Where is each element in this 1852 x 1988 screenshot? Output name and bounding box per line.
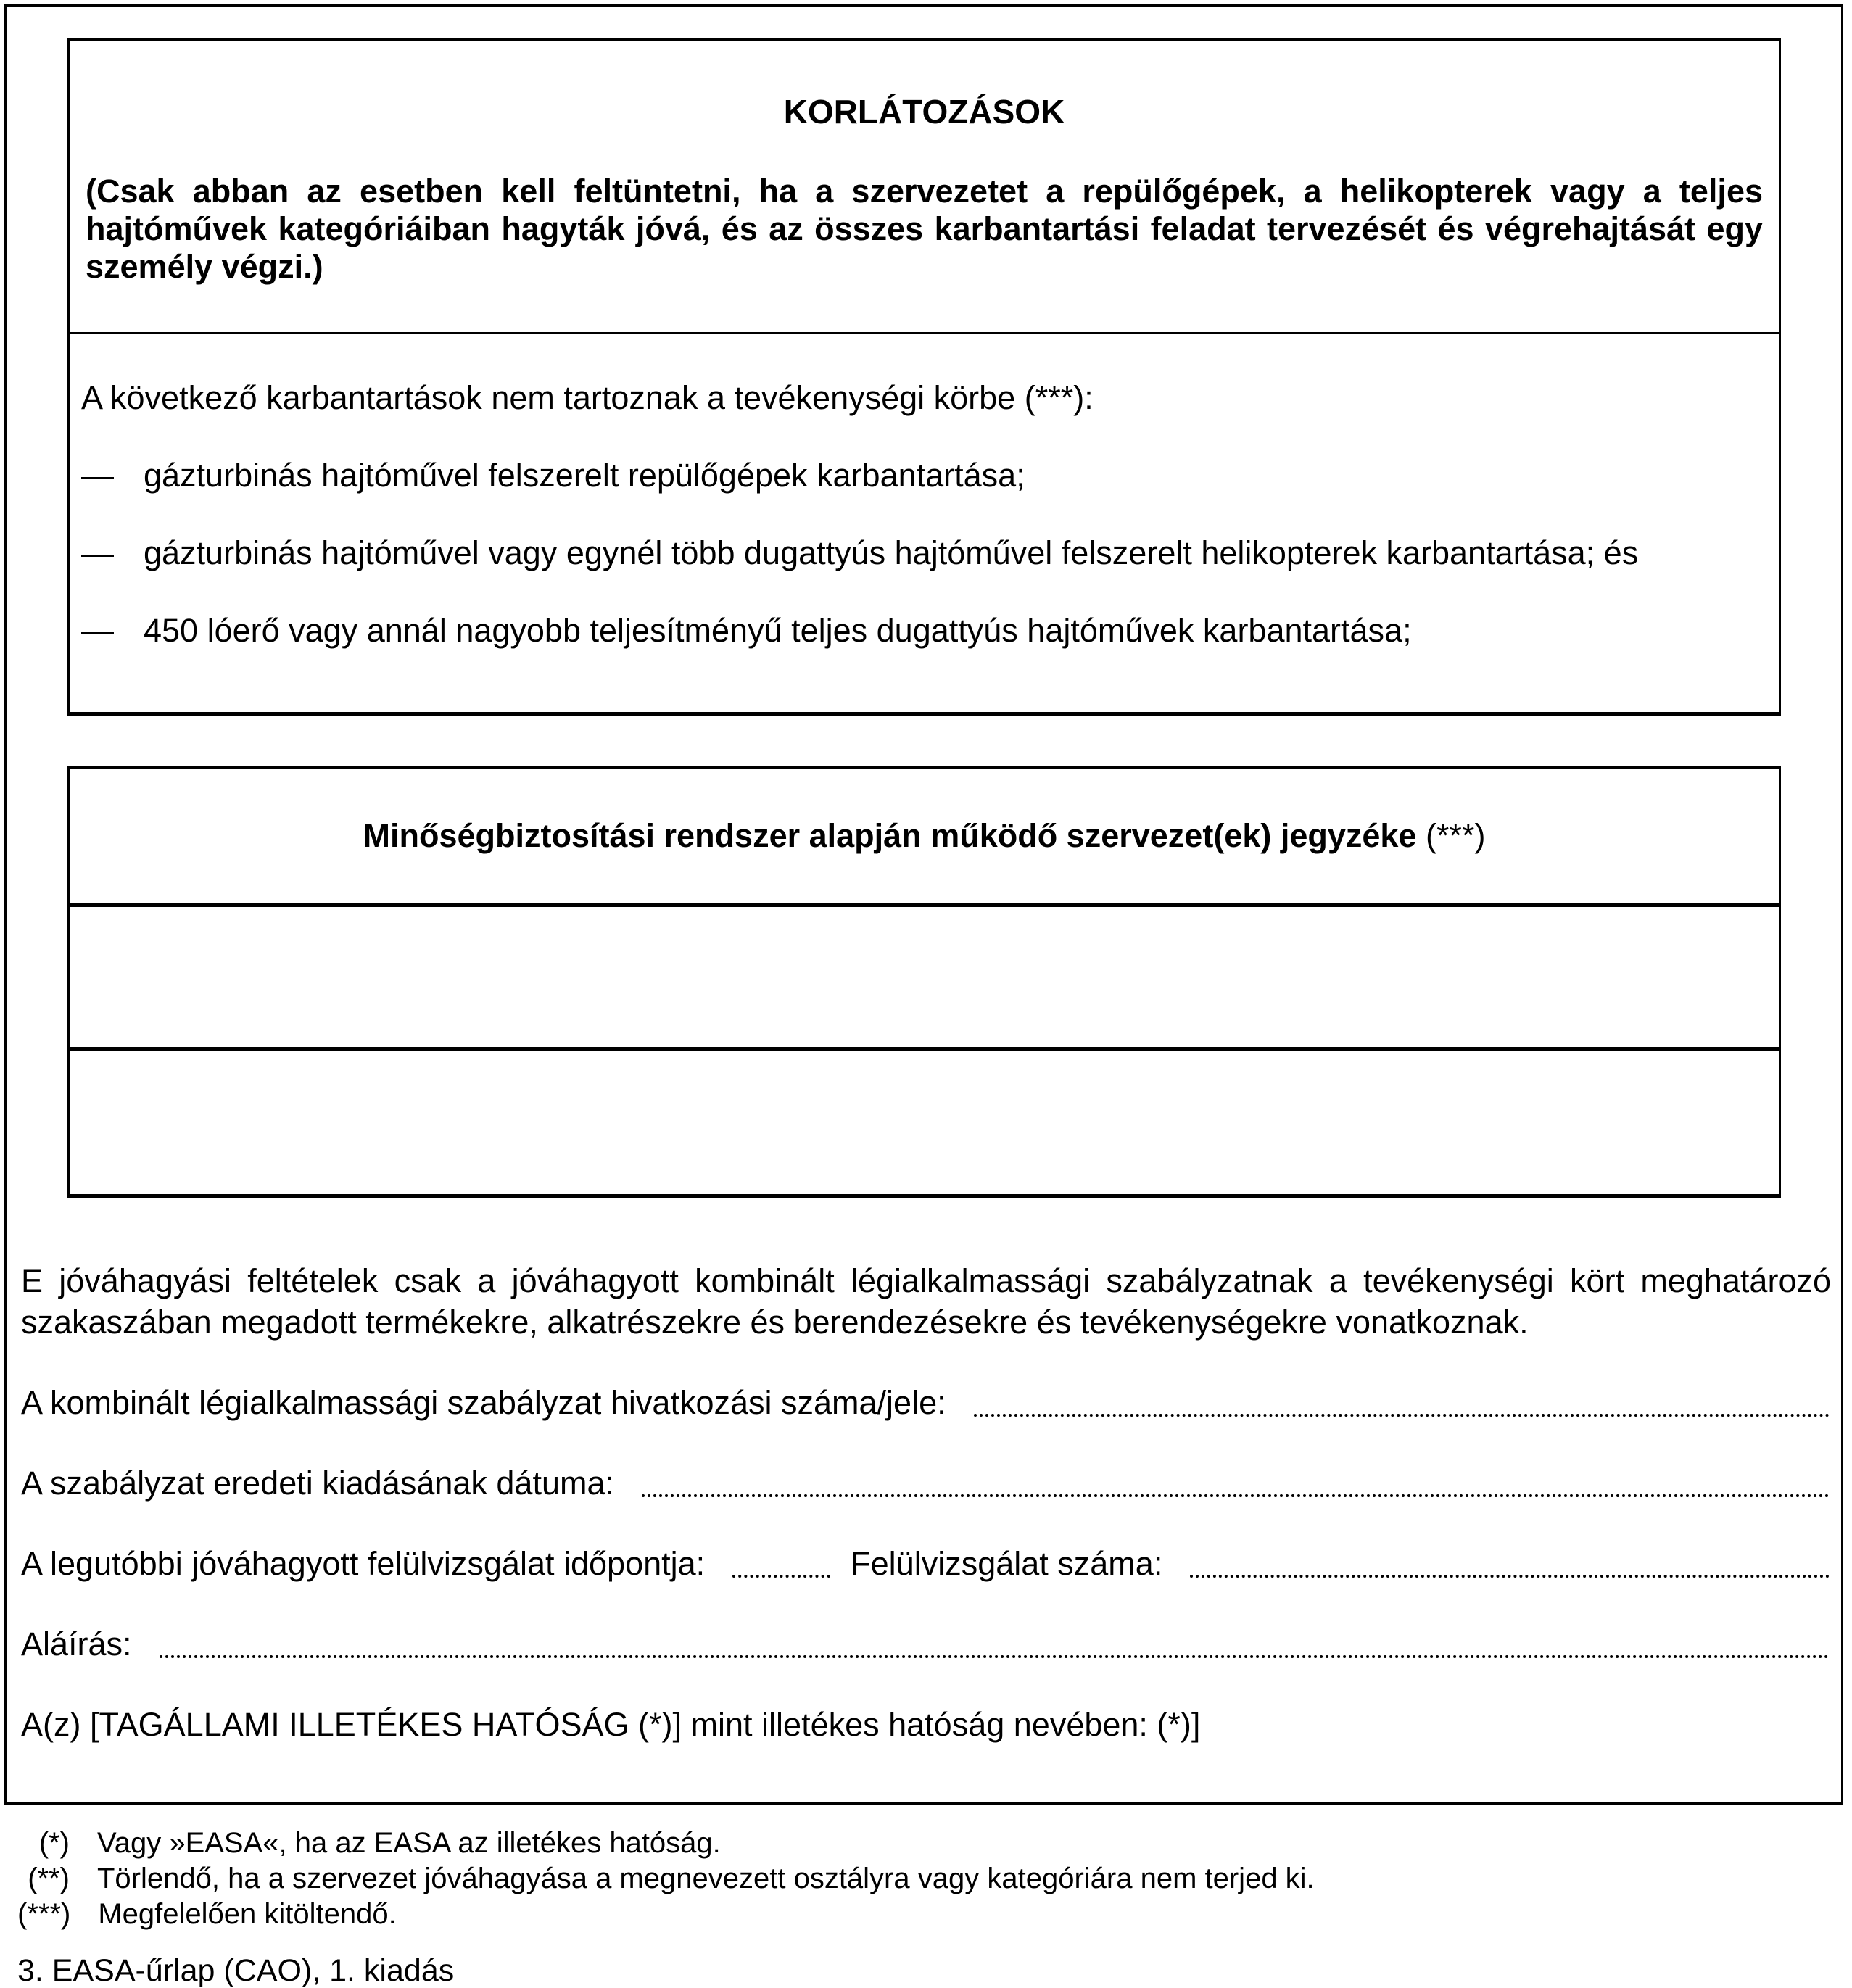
list-item-text: 450 lóerő vagy annál nagyobb teljesítményű teljes dugattyús hajtóművek karbantartása; [144, 612, 1412, 649]
dotted-fill-line-short [732, 1575, 830, 1578]
footnote-text: Törlendő, ha a szervezet jóváhagyása a megnevezett osztályra vagy kategóriára nem terjed ki. [97, 1863, 1315, 1894]
list-item [81, 457, 1767, 494]
footnote-marker: (*) [38, 1827, 70, 1859]
dotted-fill-line [1190, 1575, 1830, 1578]
quality-system-empty-row [70, 1051, 1779, 1194]
dash-bullet: — [81, 457, 114, 494]
footnote [17, 1826, 1835, 1861]
quality-system-box-header [70, 769, 1779, 907]
field-last-revision [21, 1543, 1831, 1584]
field-original-issue-date-label: A szabályzat eredeti kiadásának dátuma: [21, 1465, 614, 1502]
field-revision-number-label: Felülvizsgálat száma: [851, 1545, 1163, 1582]
excluded-maintenance-intro: A következő karbantartások nem tartoznak a tevékenységi körbe (***): [81, 379, 1094, 416]
footnote-text: Megfelelően kitöltendő. [98, 1898, 397, 1930]
footnote-marker: (***) [17, 1898, 71, 1930]
dash-bullet: — [81, 534, 114, 571]
dotted-fill-line [160, 1655, 1830, 1658]
field-signature-label: Aláírás: [21, 1625, 132, 1662]
approval-conditions-section [21, 1260, 1831, 1745]
quality-system-box [67, 766, 1781, 1198]
limitations-box-top-section [70, 41, 1779, 332]
footnote-marker: (**) [28, 1863, 70, 1894]
dotted-fill-line [642, 1494, 1830, 1497]
list-item [81, 534, 1767, 572]
field-original-issue-date [21, 1462, 1831, 1504]
limitations-box [67, 38, 1781, 716]
quality-system-title: Minőségbiztosítási rendszer alapján működő szervezet(ek) jegyzéke [363, 817, 1417, 854]
field-signature [21, 1623, 1831, 1665]
footnote-text: Vagy »EASA«, ha az EASA az illetékes hatóság. [97, 1827, 721, 1859]
form-reference-line: 3. EASA-űrlap (CAO), 1. kiadás [17, 1953, 455, 1988]
dash-bullet: — [81, 612, 114, 649]
footnote [17, 1897, 1835, 1932]
list-item [81, 612, 1767, 650]
approval-conditions-paragraph: E jóváhagyási feltételek csak a jóváhagyott kombinált légialkalmassági szabályzatnak a tevékenységi kört meghatározó szakaszában megadott termékekre, alkatrészekre és berendezésekre és tevékenységekre vonatkoznak. [21, 1262, 1831, 1341]
field-exposition-reference [21, 1382, 1831, 1423]
field-last-revision-date-label: A legutóbbi jóváhagyott felülvizsgálat időpontja: [21, 1545, 706, 1582]
footnote [17, 1861, 1835, 1897]
footnotes-section [17, 1826, 1835, 1987]
quality-system-title-marker: (***) [1416, 817, 1486, 854]
limitations-box-list-section [70, 332, 1779, 712]
quality-system-empty-row [70, 907, 1779, 1051]
limitations-title: KORLÁTOZÁSOK [783, 93, 1065, 131]
field-exposition-reference-label: A kombinált légialkalmassági szabályzat hivatkozási száma/jele: [21, 1384, 946, 1421]
authority-statement: A(z) [TAGÁLLAMI ILLETÉKES HATÓSÁG (*)] mint illetékes hatóság nevében: (*)] [21, 1706, 1201, 1743]
page-border-frame [4, 4, 1843, 1805]
limitations-note: (Csak abban az esetben kell feltüntetni, ha a szervezetet a repülőgépek, a helikopterek vagy a teljes hajtóművek kategóriáiban hagyták jóvá, és az összes karbantartási feladat tervezését és végrehajtását egy személy végzi.) [86, 173, 1763, 285]
list-item-text: gázturbinás hajtóművel vagy egynél több dugattyús hajtóművel felszerelt helikopterek karbantartása; és [144, 534, 1639, 571]
list-item-text: gázturbinás hajtóművel felszerelt repülőgépek karbantartása; [144, 457, 1025, 494]
dotted-fill-line [974, 1414, 1830, 1417]
